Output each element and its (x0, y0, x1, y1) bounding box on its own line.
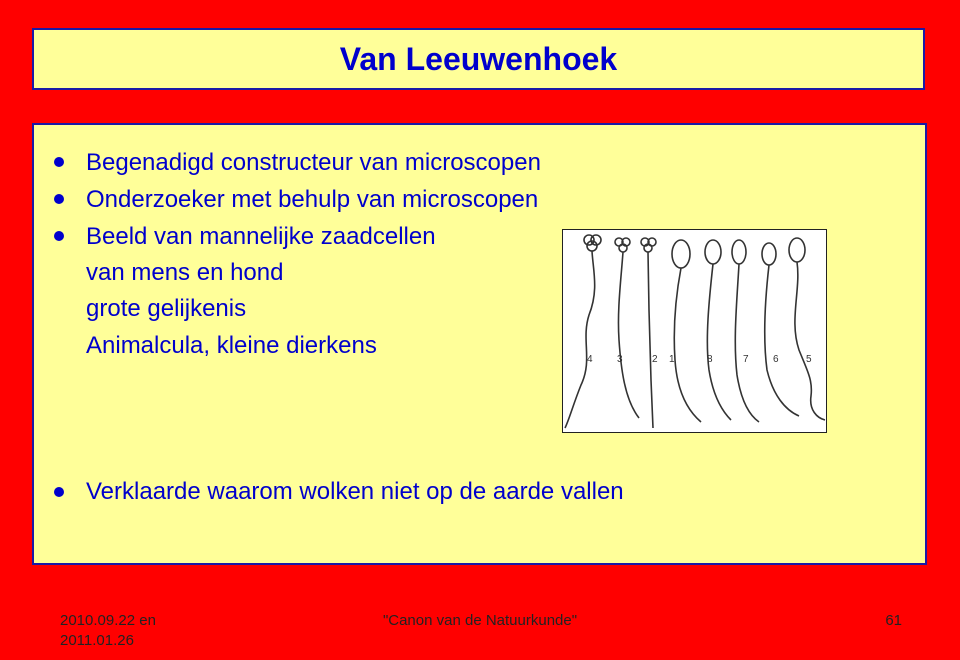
figure-label: 3 (617, 354, 623, 365)
figure-label: 1 (669, 354, 675, 365)
footer-center: "Canon van de Natuurkunde" (382, 612, 578, 629)
sperm-cells-illustration (563, 230, 826, 432)
figure-label: 4 (587, 354, 593, 365)
sub-line: Animalcula, kleine dierkens (86, 332, 377, 359)
sub-line: van mens en hond (86, 259, 284, 286)
footer-date-line: 2011.01.26 (60, 632, 134, 649)
figure-label: 5 (806, 354, 812, 365)
bullet-dot (54, 157, 64, 167)
figure-label: 2 (652, 354, 658, 365)
figure-label: 6 (773, 354, 779, 365)
title-box (32, 28, 925, 90)
bullet-dot (54, 487, 64, 497)
bullet-dot (54, 194, 64, 204)
slide-title: Van Leeuwenhoek (339, 40, 618, 77)
bullet-item: Verklaarde waarom wolken niet op de aarde vallen (86, 478, 624, 505)
bullet-dot (54, 231, 64, 241)
bullet-item: Onderzoeker met behulp van microscopen (86, 186, 539, 213)
sperm-cells-figure (562, 229, 827, 433)
bullet-item: Beeld van mannelijke zaadcellen (86, 223, 436, 250)
page-number: 61 (885, 612, 902, 629)
content-box (32, 123, 927, 565)
figure-label: 8 (707, 354, 713, 365)
footer-date-line: 2010.09.22 en (60, 612, 156, 629)
bullet-item: Begenadigd constructeur van microscopen (86, 149, 541, 176)
figure-label: 7 (743, 354, 749, 365)
sub-line: grote gelijkenis (86, 295, 247, 322)
